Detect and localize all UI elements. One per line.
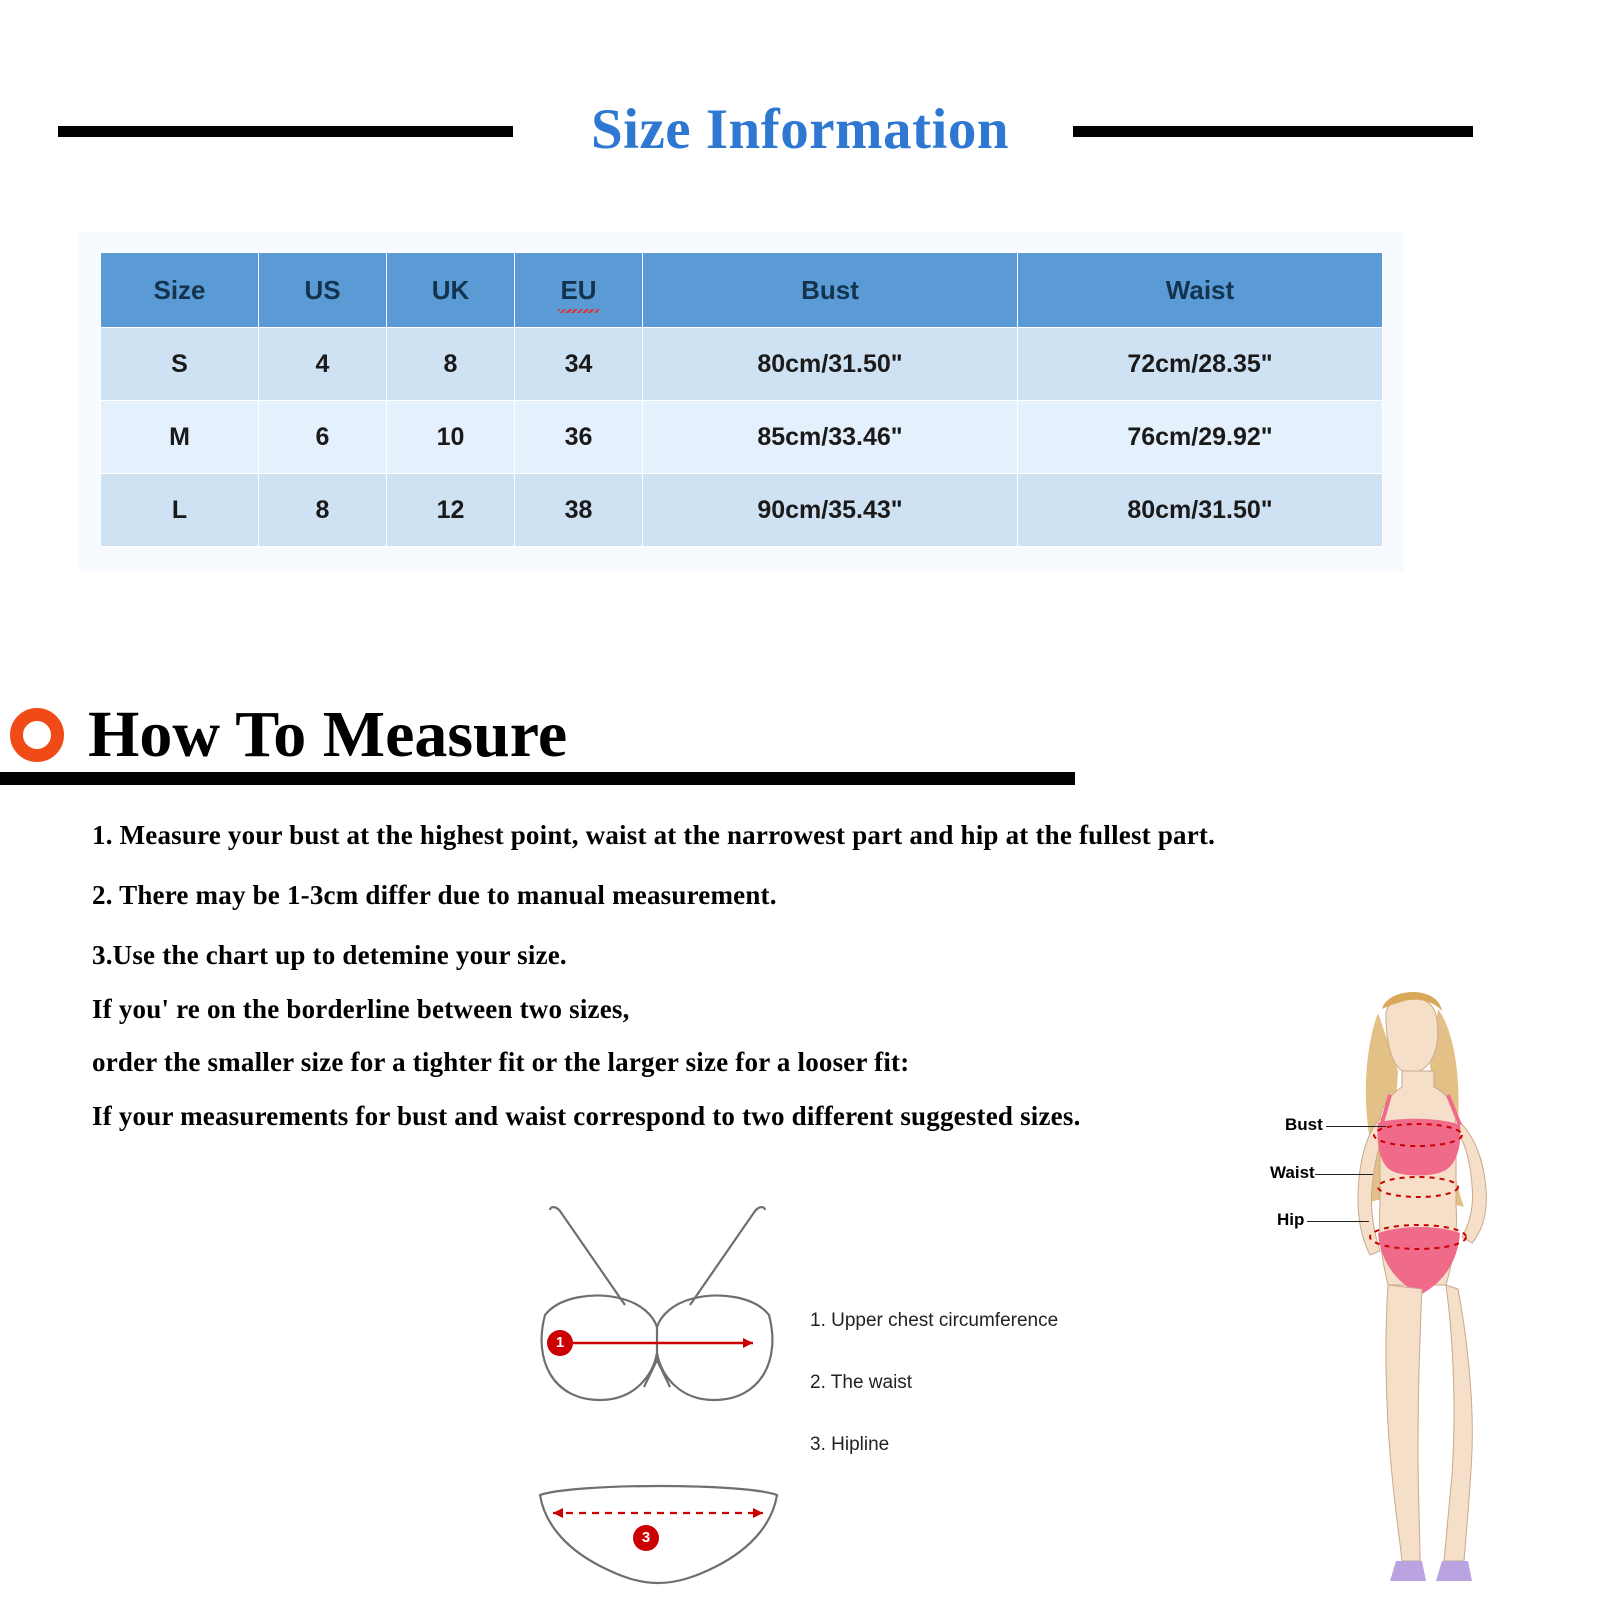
cell-bust: 90cm/35.43"	[643, 474, 1018, 547]
column-header-size: Size	[101, 253, 259, 328]
model-svg	[1270, 975, 1600, 1600]
column-header-us: US	[259, 253, 387, 328]
table-header-row	[101, 253, 1383, 328]
how-to-measure-header	[0, 690, 1600, 800]
column-header-waist: Waist	[1018, 253, 1383, 328]
instruction-line-4: If you' re on the borderline between two sizes,	[92, 993, 630, 1024]
cell-us: 8	[259, 474, 387, 547]
hip-leader-line	[1307, 1221, 1369, 1222]
size-table	[100, 252, 1383, 547]
leg-left	[1386, 1285, 1422, 1561]
cell-eu: 36	[515, 401, 643, 474]
instruction-line-1: 1. Measure your bust at the highest point, waist at the narrowest part and hip at the fullest part.	[92, 820, 1216, 850]
hip-arrow-left	[553, 1508, 563, 1518]
cell-bust: 80cm/31.50"	[643, 328, 1018, 401]
cell-size: S	[101, 328, 259, 401]
cell-us: 4	[259, 328, 387, 401]
bra-strap-path	[550, 1207, 765, 1305]
how-to-measure-rule	[0, 772, 1075, 785]
cell-size: M	[101, 401, 259, 474]
instruction-line-3: 3.Use the chart up to detemine your size.	[92, 939, 567, 970]
cell-eu: 34	[515, 328, 643, 401]
model-label-hip: Hip	[1277, 1210, 1305, 1229]
size-table-container	[78, 232, 1404, 571]
table-row	[101, 328, 1383, 401]
cell-waist: 76cm/29.92"	[1018, 401, 1383, 474]
cell-bust: 85cm/33.46"	[643, 401, 1018, 474]
instruction-line-5: order the smaller size for a tighter fit or the larger size for a looser fit:	[92, 1047, 910, 1078]
badge-1: 1	[547, 1330, 573, 1356]
cell-eu: 38	[515, 474, 643, 547]
cell-size: L	[101, 474, 259, 547]
column-header-eu	[515, 253, 643, 328]
diagram-legend	[810, 1310, 1140, 1496]
face	[1386, 997, 1438, 1073]
cell-uk: 8	[387, 328, 515, 401]
chest-arrow-right	[743, 1338, 753, 1348]
model-illustration	[1270, 975, 1600, 1600]
legend-item-1: 1. Upper chest circumference	[810, 1310, 1059, 1331]
column-header-eu-text: EU	[560, 274, 597, 305]
model-label-waist: Waist	[1270, 1163, 1315, 1182]
shoe-left	[1390, 1561, 1426, 1581]
instruction-line-2: 2. There may be 1-3cm differ due to manual measurement.	[92, 879, 777, 910]
leg-right	[1444, 1285, 1472, 1561]
column-header-uk: UK	[387, 253, 515, 328]
bra-center-path	[644, 1327, 670, 1387]
column-header-bust: Bust	[643, 253, 1018, 328]
hip-arrow-right	[753, 1508, 763, 1518]
cell-us: 6	[259, 401, 387, 474]
cell-uk: 12	[387, 474, 515, 547]
ring-bullet-icon	[10, 708, 64, 762]
waist-leader-line	[1315, 1174, 1373, 1175]
table-row	[101, 474, 1383, 547]
shoe-right	[1436, 1561, 1472, 1581]
size-information-header	[0, 90, 1600, 170]
how-to-measure-title: How To Measure	[88, 698, 568, 771]
table-row	[101, 401, 1383, 474]
cell-waist: 72cm/28.35"	[1018, 328, 1383, 401]
instruction-line-6: If your measurements for bust and waist correspond to two different suggested sizes.	[92, 1101, 1081, 1132]
cell-waist: 80cm/31.50"	[1018, 474, 1383, 547]
badge-3: 3	[633, 1525, 659, 1551]
page-title: Size Information	[590, 98, 1010, 161]
bust-leader-line	[1326, 1126, 1386, 1127]
cell-uk: 10	[387, 401, 515, 474]
model-label-bust: Bust	[1285, 1115, 1323, 1134]
legend-item-2: 2. The waist	[810, 1372, 913, 1393]
legend-item-3: 3. Hipline	[810, 1434, 890, 1455]
